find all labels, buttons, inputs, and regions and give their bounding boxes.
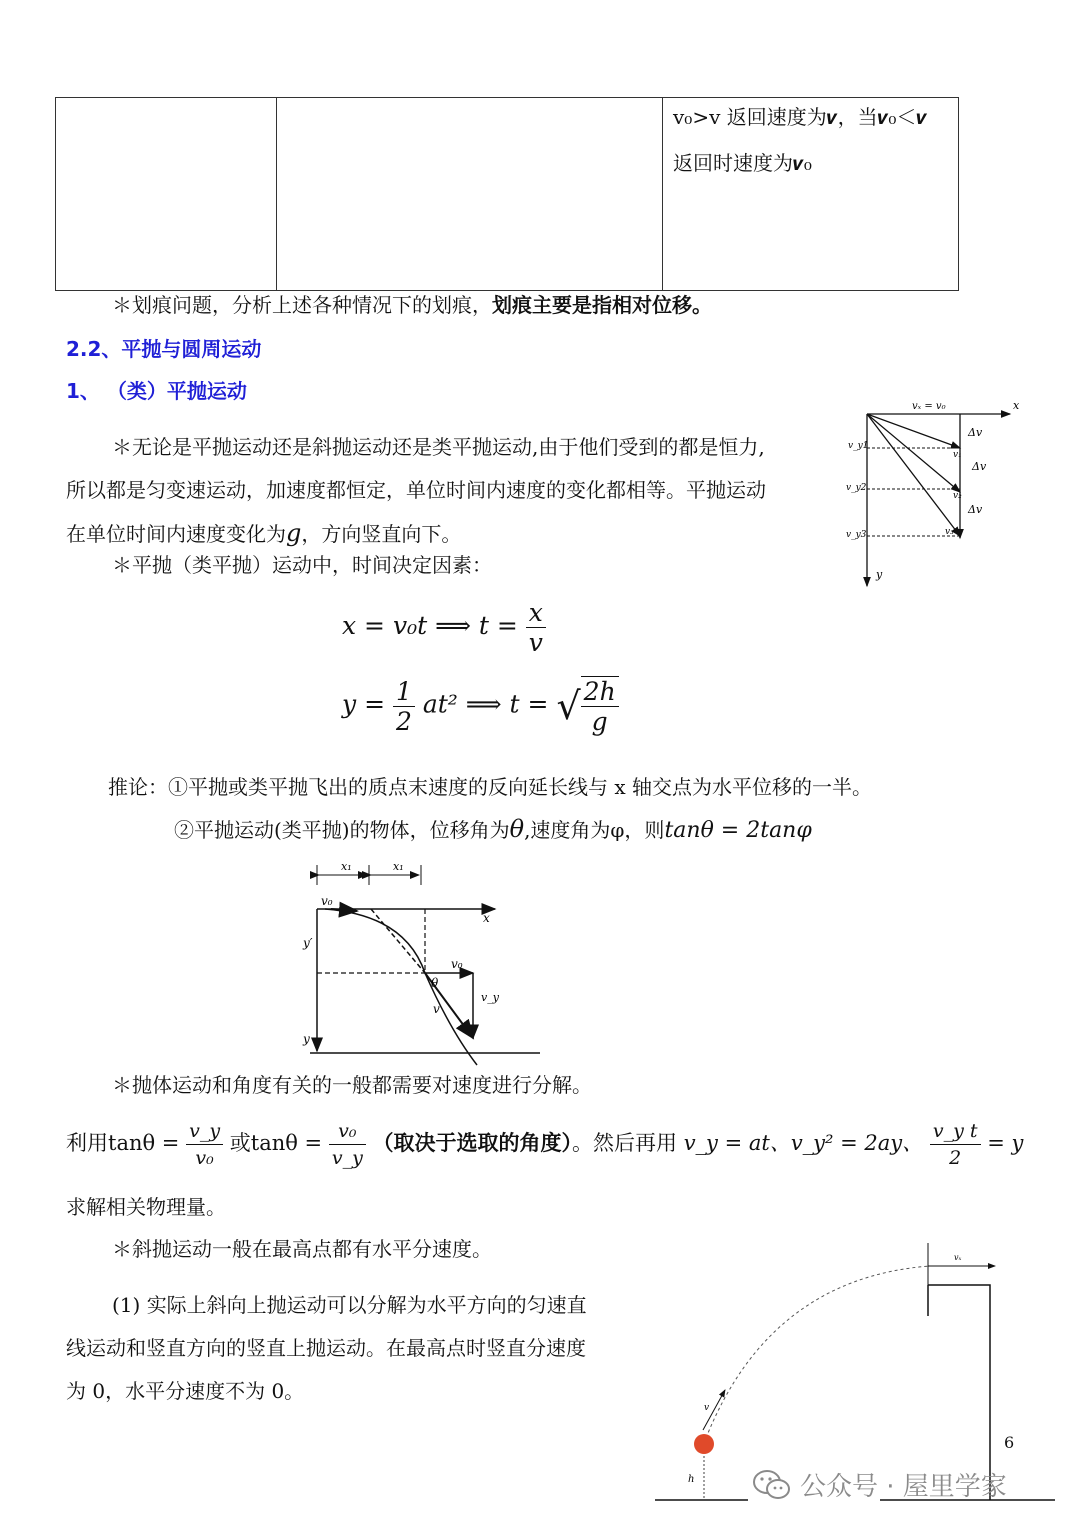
svg-text:x: x bbox=[1013, 399, 1020, 412]
svg-text:v_y: v_y bbox=[481, 991, 499, 1004]
solve-line: 求解相关物理量。 bbox=[66, 1195, 226, 1219]
svg-text:v₂: v₂ bbox=[953, 491, 962, 501]
svg-text:v_y2: v_y2 bbox=[846, 483, 867, 493]
svg-text:x: x bbox=[483, 911, 490, 925]
comparison-table bbox=[55, 97, 959, 291]
page-number: 6 bbox=[1004, 1433, 1015, 1452]
formula-time-x: x = v₀t ⟹ t = $\frac{x}{v}$ bbox=[342, 598, 546, 657]
svg-text:y: y bbox=[876, 568, 883, 581]
svg-text:v: v bbox=[704, 1403, 710, 1413]
scratch-note: ＊划痕问题，分析上述各种情况下的划痕，划痕主要是指相对位移。 bbox=[112, 293, 712, 317]
para5-line3: 为 0，水平分速度不为 0。 bbox=[66, 1379, 305, 1403]
table-cell-2 bbox=[277, 98, 663, 291]
para4: ＊斜抛运动一般在最高点都有水平分速度。 bbox=[112, 1237, 492, 1261]
svg-text:Δv: Δv bbox=[968, 503, 983, 516]
para2: ＊平抛（类平抛）运动中，时间决定因素： bbox=[112, 553, 492, 577]
para5-line2: 线运动和竖直方向的竖直上抛运动。在最高点时竖直分速度 bbox=[66, 1336, 586, 1360]
table-cell-line-1: v₀>v 返回速度为𝒗，当𝒗₀＜𝒗 bbox=[673, 105, 928, 129]
projectile-angle-figure bbox=[295, 855, 555, 1075]
basketball-icon bbox=[694, 1434, 714, 1454]
svg-text:v_y1: v_y1 bbox=[848, 441, 869, 451]
sub-heading: 1、 （类）平抛运动 bbox=[66, 379, 247, 403]
para1-line1: ＊无论是平抛运动还是斜抛运动还是类平抛运动,由于他们受到的都是恒力, bbox=[112, 435, 765, 459]
svg-text:v₀: v₀ bbox=[451, 957, 463, 971]
para1-line2: 所以都是匀变速运动，加速度都恒定，单位时间内速度的变化都相等。平抛运动 bbox=[66, 478, 766, 502]
table-cell-1 bbox=[56, 98, 277, 291]
svg-text:v_y3: v_y3 bbox=[846, 530, 867, 540]
svg-text:v: v bbox=[433, 1002, 440, 1016]
velocity-change-figure bbox=[840, 396, 1040, 591]
sqrt-sign: √ bbox=[556, 684, 581, 728]
svg-text:Δv: Δv bbox=[972, 460, 987, 473]
svg-text:y′: y′ bbox=[303, 936, 313, 950]
svg-text:h: h bbox=[688, 1474, 695, 1485]
svg-text:vₓ: vₓ bbox=[954, 1253, 962, 1262]
x1-label-b: x₁ bbox=[393, 860, 404, 873]
svg-text:v₃: v₃ bbox=[945, 527, 954, 537]
watermark: 公众号 · 屋里学家 bbox=[752, 1466, 1007, 1503]
para5-line1: (1) 实际上斜向上抛运动可以分解为水平方向的匀速直 bbox=[112, 1293, 587, 1317]
svg-text:vₓ = v₀: vₓ = v₀ bbox=[912, 401, 946, 412]
x1-label-a: x₁ bbox=[341, 860, 352, 873]
para3: ＊抛体运动和角度有关的一般都需要对速度进行分解。 bbox=[112, 1073, 592, 1097]
svg-text:Δv: Δv bbox=[968, 426, 983, 439]
svg-text:y: y bbox=[303, 1032, 310, 1046]
svg-text:v₀: v₀ bbox=[321, 894, 333, 908]
inference-item1: 推论：①平抛或类平抛飞出的质点末速度的反向延长线与 x 轴交点为水平位移的一半。 bbox=[108, 775, 872, 799]
svg-text:v₁: v₁ bbox=[953, 450, 962, 460]
inference-item2: ②平抛运动(类平抛)的物体，位移角为θ,速度角为φ，则tanθ = 2tanφ bbox=[174, 815, 812, 843]
table-cell-line-2: 返回时速度为𝒗₀ bbox=[673, 151, 812, 175]
para1-line3: 在单位时间内速度变化为g，方向竖直向下。 bbox=[66, 519, 462, 547]
svg-text:θ: θ bbox=[431, 976, 439, 990]
table-cell-3 bbox=[663, 98, 959, 291]
decomposition-line: 利用tanθ = $\frac{v\_y}{\text{v₀}}$ 或tanθ = $\frac{\text{v₀}}{v\_y}$ （取决于选取的角度）。然后再用 v_y = at、v_y² = 2ay、 $\frac{\text{v\_y t}}{2}$ = y bbox=[66, 1120, 1024, 1169]
wechat-icon bbox=[752, 1468, 792, 1502]
section-heading: 2.2、平抛与圆周运动 bbox=[66, 337, 262, 361]
formula-time-y: y = $\frac{1}{2}$ at² ⟹ t = √ $\frac{2h}{g}$ bbox=[342, 676, 619, 736]
